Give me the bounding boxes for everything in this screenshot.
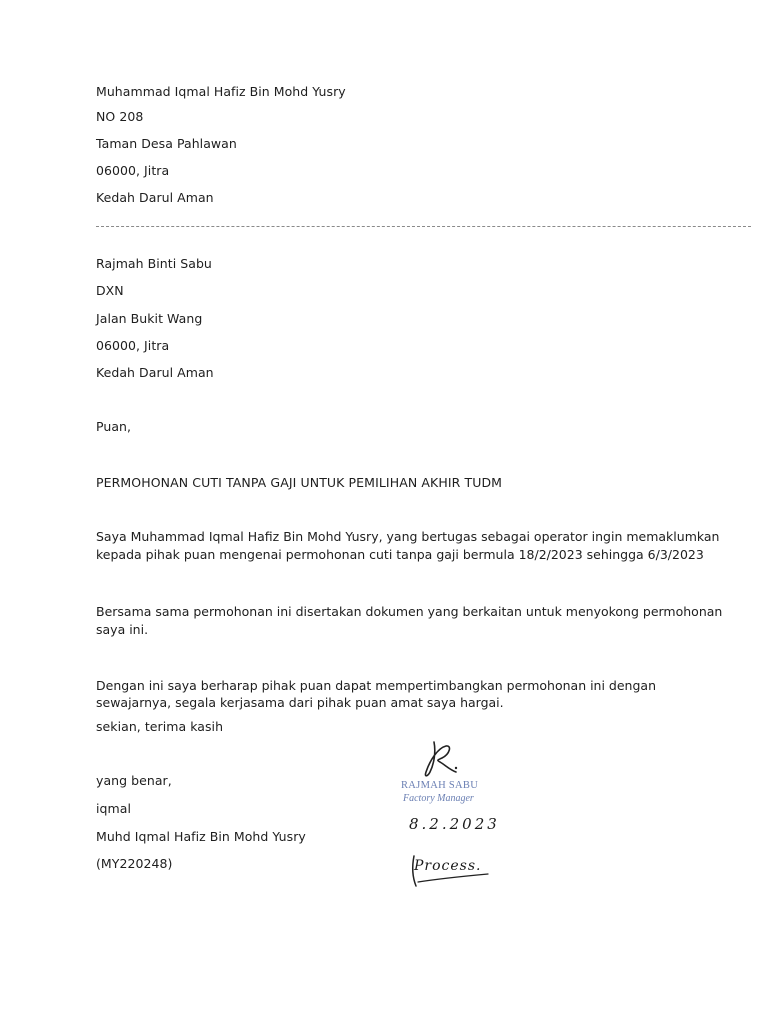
separator-line — [96, 226, 751, 227]
sender-address-line-2: Taman Desa Pahlawan — [96, 136, 237, 151]
body-paragraph-2-line-2: saya ini. — [96, 622, 149, 637]
sender-full-name: Muhd Iqmal Hafiz Bin Mohd Yusry — [96, 829, 306, 844]
sender-address-line-1: NO 208 — [96, 109, 144, 124]
approval-stamp-name: RAJMAH SABU — [401, 780, 479, 791]
sender-name: Muhammad Iqmal Hafiz Bin Mohd Yusry — [96, 84, 346, 99]
sender-city: 06000, Jitra — [96, 163, 170, 178]
handwritten-approval-note: Process. — [414, 858, 482, 874]
recipient-city: 06000, Jitra — [96, 338, 170, 353]
closing: yang benar, — [96, 773, 172, 788]
recipient-name: Rajmah Binti Sabu — [96, 256, 212, 271]
recipient-company: DXN — [96, 283, 124, 298]
closing-thanks: sekian, terima kasih — [96, 719, 224, 734]
body-paragraph-3-line-2: sewajarnya, segala kerjasama dari pihak puan amat saya hargai. — [96, 695, 504, 710]
body-paragraph-1-line-2: kepada pihak puan mengenai permohonan cuti tanpa gaji bermula 18/2/2023 sehingga 6/3/2023 — [96, 547, 704, 562]
letter-subject: PERMOHONAN CUTI TANPA GAJI UNTUK PEMILIHAN AKHIR TUDM — [96, 475, 503, 490]
salutation: Puan, — [96, 419, 132, 434]
sender-signature-text: iqmal — [96, 801, 131, 816]
recipient-state: Kedah Darul Aman — [96, 365, 214, 380]
handwritten-approval-date: 8.2.2023 — [409, 815, 500, 833]
body-paragraph-3-line-1: Dengan ini saya berharap pihak puan dapat mempertimbangkan permohonan ini dengan — [96, 678, 656, 693]
sender-id: (MY220248) — [96, 856, 173, 871]
body-paragraph-1-line-1: Saya Muhammad Iqmal Hafiz Bin Mohd Yusry, yang bertugas sebagai operator ingin memaklumkan — [96, 529, 720, 544]
recipient-street: Jalan Bukit Wang — [96, 311, 203, 326]
approval-note-stroke-icon — [404, 852, 494, 892]
approval-stamp-title: Factory Manager — [403, 793, 474, 804]
body-paragraph-2-line-1: Bersama sama permohonan ini disertakan dokumen yang berkaitan untuk menyokong permohonan — [96, 604, 723, 619]
sender-state: Kedah Darul Aman — [96, 190, 214, 205]
